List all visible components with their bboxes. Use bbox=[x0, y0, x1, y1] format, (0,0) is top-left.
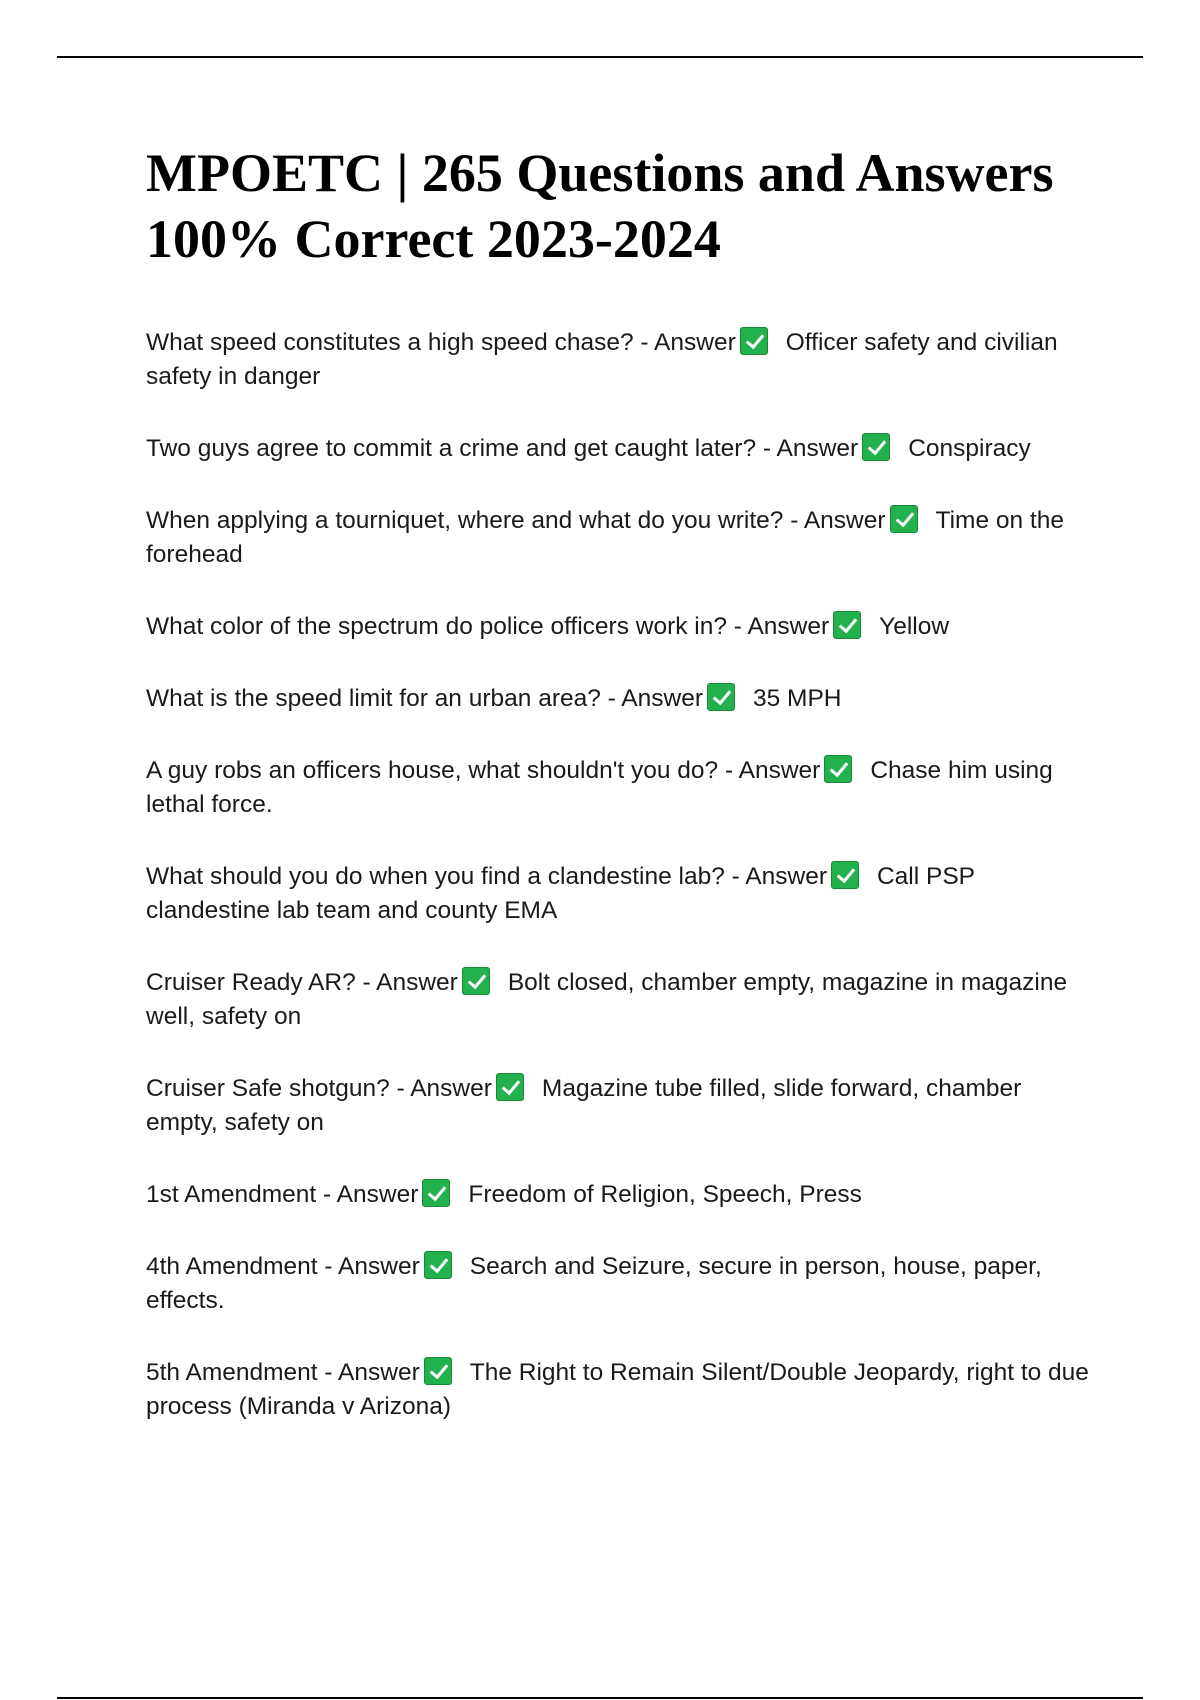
page-title: MPOETC | 265 Questions and Answers 100% Correct 2023-2024 bbox=[146, 143, 1054, 269]
check-icon bbox=[862, 433, 890, 461]
check-icon bbox=[424, 1251, 452, 1279]
question-text: 1st Amendment - bbox=[146, 1181, 337, 1208]
check-icon bbox=[462, 967, 490, 995]
check-icon bbox=[424, 1357, 452, 1385]
answer-text: Search and Seizure, secure in person, house, paper, effects. bbox=[146, 1253, 1042, 1314]
bottom-rule bbox=[57, 1697, 1143, 1699]
question-text: 5th Amendment - bbox=[146, 1359, 339, 1386]
answer-marker: Answer bbox=[410, 1075, 492, 1102]
answer-marker: Answer bbox=[803, 507, 886, 534]
answer-text: Magazine tube filled, slide forward, chamber empty, safety on bbox=[146, 1075, 1022, 1136]
question-text: What should you do when you find a clandestine lab? - bbox=[146, 863, 746, 890]
answer-marker: Answer bbox=[336, 1181, 419, 1208]
answer-marker: Answer bbox=[654, 329, 736, 356]
check-icon bbox=[833, 611, 861, 639]
check-icon bbox=[824, 755, 852, 783]
question-text: 4th Amendment - bbox=[146, 1253, 339, 1280]
answer-marker: Answer bbox=[747, 613, 830, 640]
answer-text: Time on the forehead bbox=[146, 507, 1064, 568]
answer-text: Conspiracy bbox=[908, 435, 1031, 462]
qa-item bbox=[146, 432, 1096, 466]
answer-marker: Answer bbox=[376, 969, 458, 996]
check-icon bbox=[496, 1073, 524, 1101]
question-text: Cruiser Safe shotgun? - bbox=[146, 1075, 411, 1102]
qa-item bbox=[146, 682, 1096, 716]
qa-item bbox=[146, 754, 1096, 822]
qa-item bbox=[146, 1178, 1096, 1212]
answer-text: Officer safety and civilian safety in danger bbox=[146, 329, 1058, 390]
check-icon bbox=[740, 327, 768, 355]
qa-item bbox=[146, 326, 1096, 394]
answer-marker: Answer bbox=[338, 1253, 420, 1280]
check-icon bbox=[707, 683, 735, 711]
answer-marker: Answer bbox=[738, 757, 821, 784]
top-rule bbox=[57, 56, 1143, 58]
check-icon bbox=[422, 1179, 450, 1207]
qa-list bbox=[146, 326, 1096, 1462]
qa-item bbox=[146, 504, 1096, 572]
answer-text: Call PSP clandestine lab team and county EMA bbox=[146, 863, 975, 924]
answer-text: Freedom of Religion, Speech, Press bbox=[468, 1181, 862, 1208]
answer-text: Chase him using lethal force. bbox=[146, 757, 1053, 818]
question-text: A guy robs an officers house, what shouldn't you do? - bbox=[146, 757, 739, 784]
question-text: Two guys agree to commit a crime and get caught later? - bbox=[146, 435, 777, 462]
question-text: What color of the spectrum do police officers work in? - bbox=[146, 613, 748, 640]
answer-text: Bolt closed, chamber empty, magazine in magazine well, safety on bbox=[146, 969, 1068, 1030]
qa-item bbox=[146, 966, 1096, 1034]
answer-marker: Answer bbox=[621, 685, 703, 712]
qa-item bbox=[146, 860, 1096, 928]
qa-item bbox=[146, 1356, 1096, 1424]
question-text: When applying a tourniquet, where and what do you write? - bbox=[146, 507, 804, 534]
answer-marker: Answer bbox=[338, 1359, 420, 1386]
answer-marker: Answer bbox=[776, 435, 859, 462]
answer-text: 35 MPH bbox=[752, 685, 842, 712]
answer-text: Yellow bbox=[879, 613, 950, 640]
qa-item bbox=[146, 1250, 1096, 1318]
answer-marker: Answer bbox=[745, 863, 827, 890]
qa-item bbox=[146, 1072, 1096, 1140]
qa-item bbox=[146, 610, 1096, 644]
question-text: Cruiser Ready AR? - bbox=[146, 969, 377, 996]
question-text: What speed constitutes a high speed chase? - bbox=[146, 329, 655, 356]
check-icon bbox=[890, 505, 918, 533]
answer-text: The Right to Remain Silent/Double Jeopardy, right to due process (Miranda v Arizona) bbox=[146, 1359, 1089, 1420]
question-text: What is the speed limit for an urban area? - bbox=[146, 685, 622, 712]
check-icon bbox=[831, 861, 859, 889]
